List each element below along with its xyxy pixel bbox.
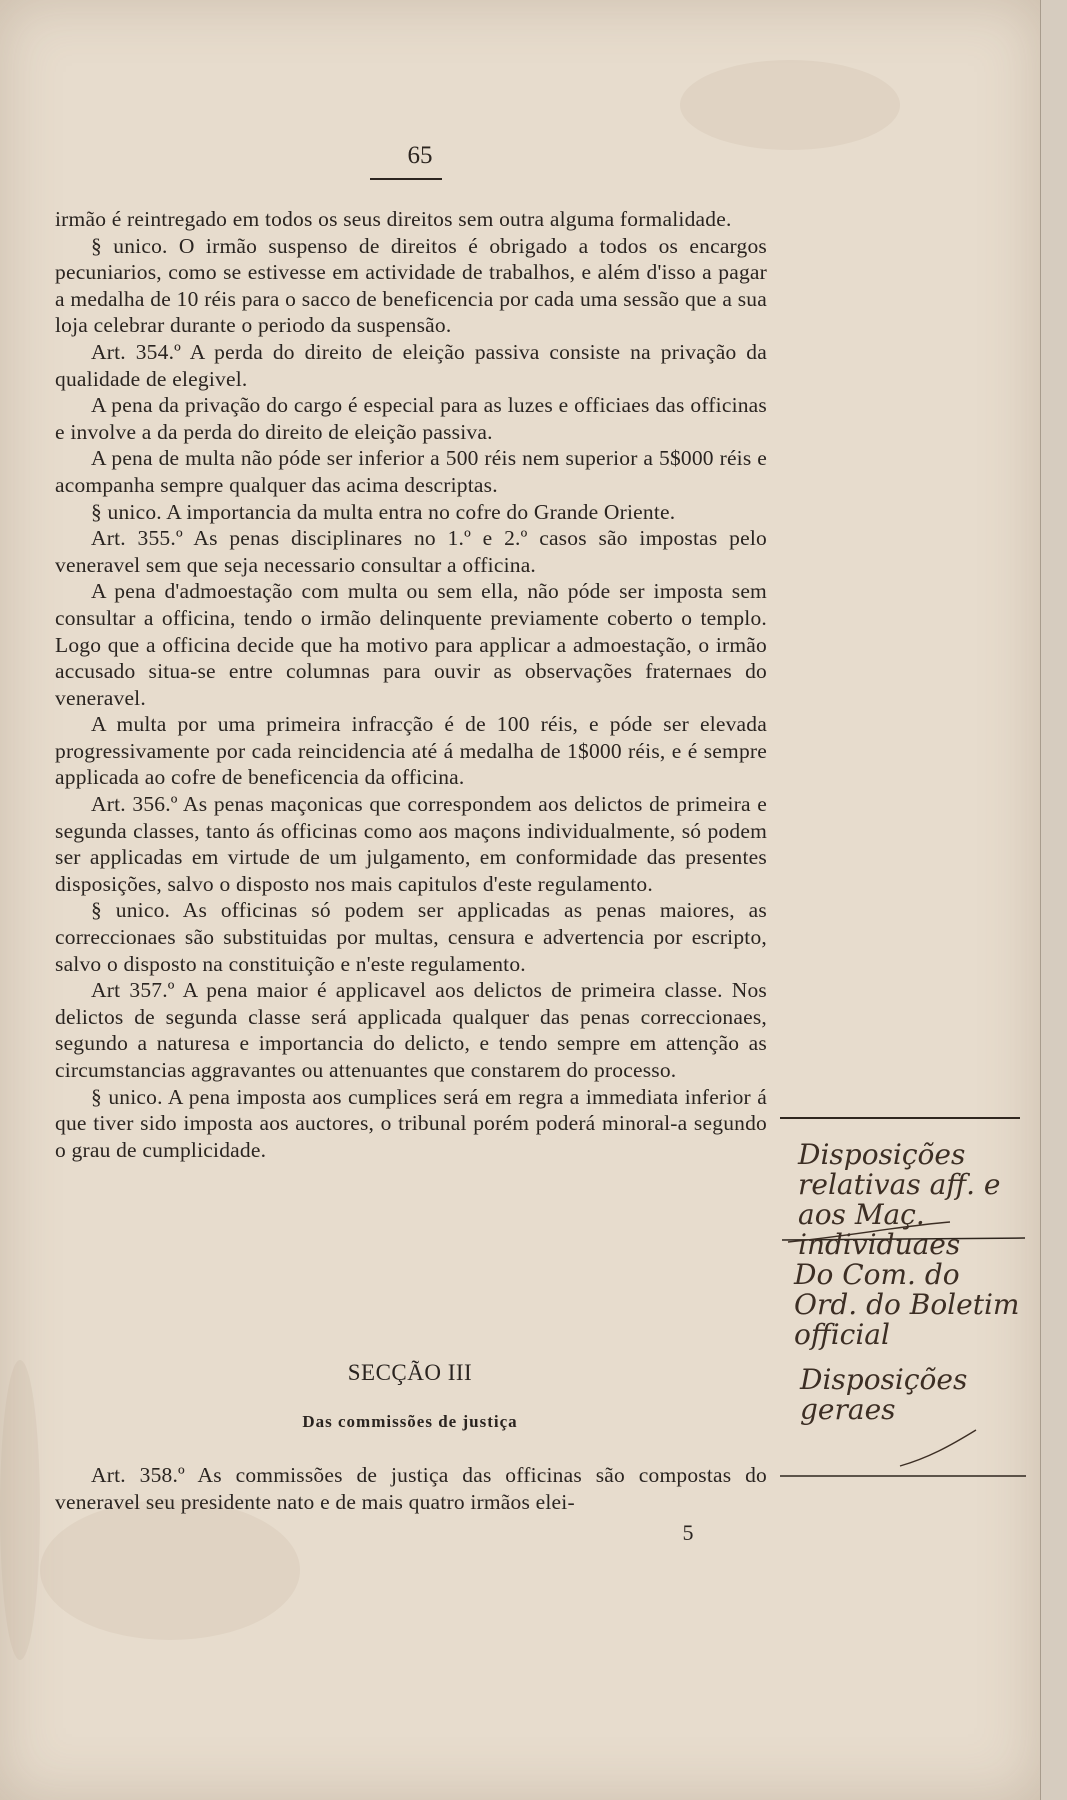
paragraph-art-358: Art. 358.º As commissões de justiça das officinas são compostas do veneravel seu presidente nato e de mais quatro irmãos elei- [55,1463,767,1514]
signature-mark: 5 [682,1520,694,1545]
final-text [55,1462,767,1515]
paper-stain [40,1500,300,1640]
paper-stain [0,1360,40,1660]
paragraph-art-354: Art. 354.º A perda do direito de eleição passiva consiste na privação da qualidade de elegivel. [55,339,767,391]
paragraph-art-355: Art. 355.º As penas disciplinares no 1.º e 2.º casos são impostas pelo veneravel sem que seja necessario consultar a officina. [55,526,767,577]
paper-stain [680,60,900,150]
subsection-heading: Das commissões de justiça [302,1412,518,1431]
page-number-underline [370,178,442,180]
paragraph-unico-officinas: § unico. As officinas só podem ser applicadas as penas maiores, as correccionaes são substituidas por multas, censura e advertencia por escripto, salvo o disposto na constituição e n'este regulamento. [55,898,767,976]
paragraph-art-357: Art 357.º A pena maior é applicavel aos delictos de primeira classe. Nos delictos de segunda classe será applicada qualquer das penas correccionaes, segundo a naturesa e importancia do delicto, e tendo sempre em attenção as circumstancias aggravantes ou attenuantes que constarem do processo. [55,978,767,1082]
paragraph-unico-suspensao: § unico. O irmão suspenso de direitos é obrigado a todos os encargos pecuniarios, como se estivesse em actividade de trabalhos, e além d'isso a pagar a medalha de 10 réis para o sacco de beneficencia por cada uma sessão que a sua loja celebrar durante o periodo da suspensão. [55,233,767,338]
body-text [55,206,767,1163]
marginal-note-disposicoes-relativas: Disposições relativas aff. e aos Maç. individuaes [798,1138,1001,1261]
page-number: 65 [407,142,433,169]
paragraph-multa: A pena de multa não póde ser inferior a 500 réis nem superior a 5$000 réis e acompanha sempre qualquer das acima descriptas. [55,446,767,497]
paragraph-continuation: irmão é reintregado em todos os seus direitos sem outra alguma formalidade. [55,207,732,231]
paragraph-unico-cumplices: § unico. A pena imposta aos cumplices será em regra a immediata inferior á que tiver sido imposta aos auctores, o tribunal porém poderá minoral-a segundo o grau de cumplicidade. [55,1084,767,1162]
page-edge [1040,0,1067,1800]
paragraph-multa-infraccao: A multa por uma primeira infracção é de 100 réis, e póde ser elevada progressivamente por cada reincidencia até á medalha de 1$000 réis, e é sempre applicada ao cofre de beneficencia da officina. [55,712,767,790]
marginal-note-disposicoes-geraes: Disposições geraes [800,1363,968,1426]
paragraph-art-356: Art. 356.º As penas maçonicas que correspondem aos delictos de primeira e segunda classes, tanto ás officinas como aos maçons individualmente, só podem ser applicadas em virtude de um julgamento, em conformidade das presentes disposições, salvo o disposto nos mais capitulos d'este regulamento. [55,792,767,896]
paragraph-admoestacao: A pena d'admoestação com multa ou sem ella, não póde ser imposta sem consultar a officina, tendo o irmão delinquente previamente coberto o templo. Logo que a officina decide que ha motivo para applicar a admoestação, o irmão accusado situa-se entre columnas para ouvir as observações fraternaes do veneravel. [55,579,767,710]
marginal-note-boletim-official: Do Com. do Ord. do Boletim official [794,1258,1020,1351]
paragraph-unico-multa: § unico. A importancia da multa entra no cofre do Grande Oriente. [91,499,676,524]
handwritten-marginalia [780,1110,1040,1490]
section-heading: SECÇÃO III [347,1360,473,1385]
paragraph-privacao-cargo: A pena da privação do cargo é especial para as luzes e officiaes das officinas e involve a da perda do direito de eleição passiva. [55,393,767,444]
